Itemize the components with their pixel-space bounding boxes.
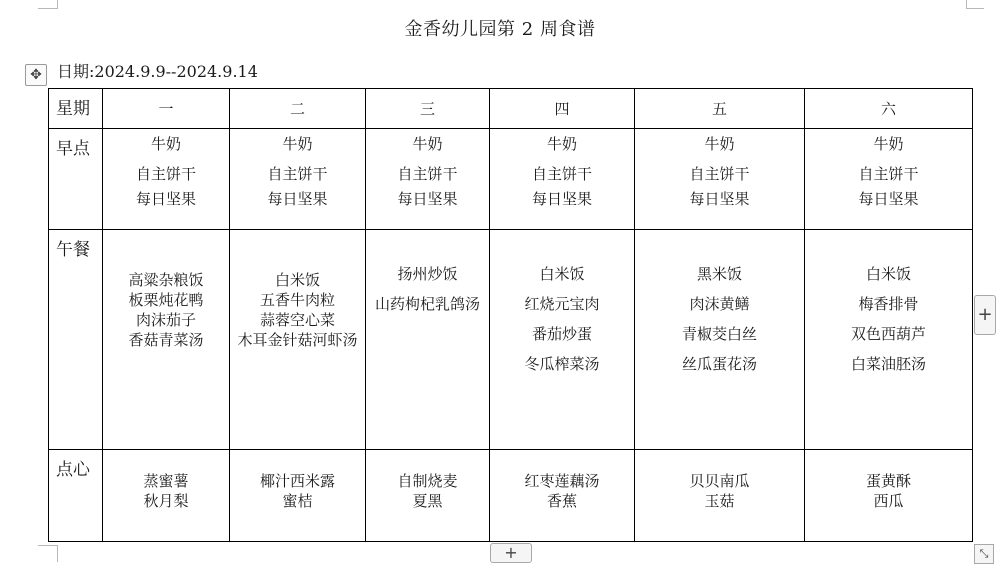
- menu-item: 山药枸杞乳鸽汤: [374, 295, 480, 313]
- snack-row: [49, 450, 973, 542]
- day-label: 四: [554, 99, 570, 118]
- menu-item: 牛奶: [546, 135, 577, 153]
- menu-item: 蒜蓉空心菜: [259, 311, 335, 329]
- menu-cell[interactable]: [230, 230, 366, 450]
- page-corner-mark: [38, 545, 58, 554]
- menu-item: 板栗炖花鸭: [128, 291, 204, 309]
- menu-item: 五香牛肉粒: [259, 291, 335, 309]
- menu-item: 牛奶: [150, 135, 181, 153]
- menu-item: 青椒茭白丝: [681, 325, 757, 343]
- add-column-plus-icon[interactable]: +: [974, 295, 996, 335]
- row-label-cell[interactable]: [49, 450, 103, 542]
- menu-item: 牛奶: [873, 135, 904, 153]
- day-label: 六: [880, 99, 896, 118]
- menu-item: 蛋黄酥: [865, 472, 911, 490]
- menu-cell[interactable]: [103, 230, 230, 450]
- row-label: 早点: [56, 139, 90, 159]
- menu-item: 双色西葫芦: [850, 325, 926, 343]
- menu-cell[interactable]: [230, 129, 366, 230]
- menu-item: 椰汁西米露: [259, 472, 335, 490]
- menu-item: 玉菇: [704, 492, 735, 510]
- row-label: 午餐: [56, 240, 90, 260]
- menu-cell[interactable]: [805, 230, 973, 450]
- menu-item: 白米饭: [274, 271, 320, 289]
- page-corner-mark: [966, 0, 984, 9]
- menu-table: [48, 88, 973, 542]
- day-header-cell[interactable]: [490, 89, 635, 129]
- menu-item: 白菜油胚汤: [850, 355, 926, 373]
- menu-item: 夏黑: [412, 492, 443, 510]
- menu-cell[interactable]: [805, 129, 973, 230]
- menu-item: 高粱杂粮饭: [128, 271, 204, 289]
- menu-item: 丝瓜蛋花汤: [681, 355, 757, 373]
- menu-item: 黑米饭: [696, 265, 742, 283]
- menu-item: 西瓜: [873, 492, 904, 510]
- day-label: 二: [289, 99, 305, 118]
- menu-item: 肉沫黄鳝: [689, 295, 750, 313]
- menu-cell[interactable]: [366, 450, 490, 542]
- menu-item: 蜜桔: [282, 492, 313, 510]
- menu-item: 红枣莲藕汤: [524, 472, 600, 490]
- menu-item: 每日坚果: [135, 190, 196, 208]
- menu-item: 每日坚果: [858, 190, 919, 208]
- row-label: 点心: [56, 460, 90, 480]
- menu-item: 自主饼干: [689, 165, 750, 183]
- menu-item: 自主饼干: [135, 165, 196, 183]
- menu-item: 每日坚果: [267, 190, 328, 208]
- menu-item: 自主饼干: [397, 165, 458, 183]
- day-label: 一: [158, 99, 174, 118]
- day-header-cell[interactable]: [366, 89, 490, 129]
- page-corner-mark: [57, 0, 58, 8]
- page-corner-mark: [57, 545, 58, 562]
- menu-item: 自主饼干: [531, 165, 592, 183]
- menu-item: 番茄炒蛋: [531, 325, 592, 343]
- header-label-cell[interactable]: [49, 89, 103, 129]
- menu-item: 白米饭: [539, 265, 585, 283]
- menu-item: 自主饼干: [858, 165, 919, 183]
- menu-cell[interactable]: [230, 450, 366, 542]
- menu-cell[interactable]: [805, 450, 973, 542]
- menu-item: 自主饼干: [267, 165, 328, 183]
- day-header-cell[interactable]: [635, 89, 805, 129]
- menu-cell[interactable]: [366, 129, 490, 230]
- menu-item: 自制烧麦: [397, 472, 458, 490]
- menu-cell[interactable]: [490, 230, 635, 450]
- menu-item: 每日坚果: [531, 190, 592, 208]
- menu-item: 贝贝南瓜: [689, 472, 750, 490]
- menu-item: 梅香排骨: [858, 295, 919, 313]
- menu-cell[interactable]: [103, 450, 230, 542]
- menu-item: 红烧元宝肉: [524, 295, 600, 313]
- menu-cell[interactable]: [635, 230, 805, 450]
- menu-item: 扬州炒饭: [397, 265, 458, 283]
- header-label: 星期: [56, 98, 90, 119]
- add-row-plus-icon[interactable]: +: [490, 543, 532, 563]
- table-move-icon[interactable]: ✥: [25, 64, 47, 86]
- menu-item: 每日坚果: [397, 190, 458, 208]
- menu-item: 牛奶: [412, 135, 443, 153]
- document-title: 金香幼儿园第 2 周食谱: [404, 19, 596, 40]
- menu-cell[interactable]: [635, 450, 805, 542]
- day-label: 五: [711, 99, 727, 118]
- menu-item: 白米饭: [865, 265, 911, 283]
- menu-item: 牛奶: [704, 135, 735, 153]
- header-row: [49, 89, 973, 129]
- menu-item: 香蕉: [546, 492, 577, 510]
- menu-item: 牛奶: [282, 135, 313, 153]
- menu-item: 蒸蜜薯: [143, 472, 189, 490]
- menu-cell[interactable]: [490, 129, 635, 230]
- row-label-cell[interactable]: [49, 129, 103, 230]
- menu-item: 香菇青菜汤: [128, 331, 204, 349]
- day-header-cell[interactable]: [103, 89, 230, 129]
- date-line: 日期:2024.9.9--2024.9.14: [57, 62, 258, 81]
- page-corner-mark: [38, 0, 58, 9]
- menu-cell[interactable]: [490, 450, 635, 542]
- day-header-cell[interactable]: [230, 89, 366, 129]
- row-label-cell[interactable]: [49, 230, 103, 450]
- menu-item: 木耳金针菇河虾汤: [237, 331, 358, 349]
- day-label: 三: [419, 99, 435, 118]
- menu-item: 每日坚果: [689, 190, 750, 208]
- breakfast-row: [49, 129, 973, 230]
- day-header-cell[interactable]: [805, 89, 973, 129]
- lunch-row: [49, 230, 973, 450]
- menu-item: 冬瓜榨菜汤: [524, 355, 600, 373]
- table-resize-icon[interactable]: ⤡: [974, 544, 994, 564]
- menu-cell[interactable]: [366, 230, 490, 450]
- menu-cell[interactable]: [103, 129, 230, 230]
- page-corner-mark: [966, 0, 967, 8]
- menu-item: 肉沫茄子: [135, 311, 196, 329]
- menu-item: 秋月梨: [143, 492, 189, 510]
- menu-cell[interactable]: [635, 129, 805, 230]
